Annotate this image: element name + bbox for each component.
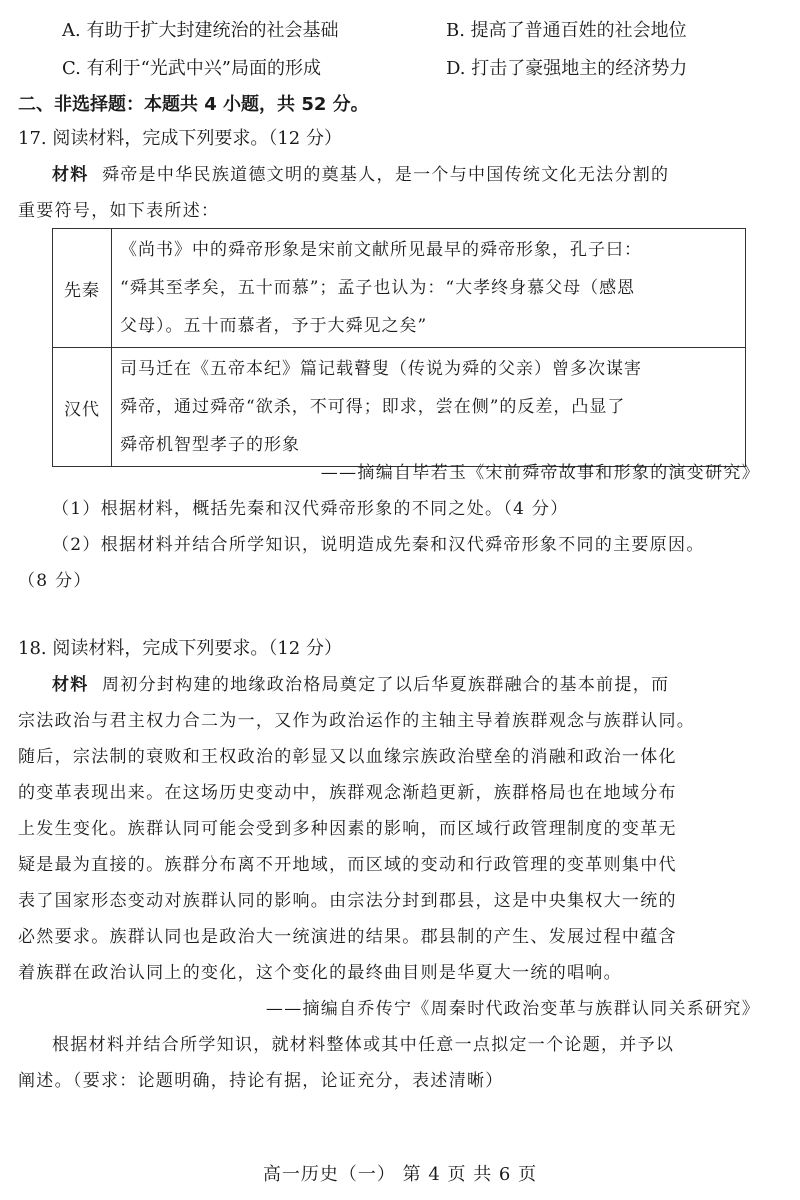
q18-material-label: 材料 [52,675,89,695]
q18-material-line: 着族群在政治认同上的变化，这个变化的最终曲目则是华夏大一统的唱响。 [18,963,622,983]
table-line: 舜帝，通过舜帝“欲杀，不可得；即求，尝在侧”的反差，凸显了 [120,397,626,417]
table-line: 父母）。五十而慕者，予于大舜见之矣” [120,316,428,336]
option-a: A. 有助于扩大封建统治的社会基础 [62,20,339,41]
page-footer: 高一历史（一） 第 4 页 共 6 页 [262,1164,538,1185]
q17-material-text-1: 舜帝是中华民族道德文明的奠基人，是一个与中国传统文化无法分割的 [102,165,670,185]
table-era-cell: 汉代 [53,348,112,467]
q18-material-line: 的变革表现出来。在这场历史变动中，族群观念渐趋更新，族群格局也在地域分布 [18,783,677,803]
q18-task-line-1: 根据材料并结合所学知识，就材料整体或其中任意一点拟定一个论题，并予以 [52,1035,675,1055]
table-line: 司马迁在《五帝本纪》篇记载瞽叟（传说为舜的父亲）曾多次谋害 [120,359,642,379]
section-heading: 二、非选择题：本题共 4 小题，共 52 分。 [18,94,369,115]
table-line: 《尚书》中的舜帝形象是宋前文献所见最早的舜帝形象，孔子曰： [120,240,642,260]
table-row [53,229,746,348]
q18-material-line: 上发生变化。族群认同可能会受到多种因素的影响，而区域行政管理制度的变革无 [18,819,677,839]
q18-material-line: 表了国家形态变动对族群认同的影响。由宗法分封到郡县，这是中央集权大一统的 [18,891,677,911]
table-row [53,348,746,467]
q17-subquestion-2-line-2: （8 分） [18,571,92,591]
q17-material-label: 材料 [52,165,89,185]
table-era-cell: 先秦 [53,229,112,348]
table-content-cell [112,348,746,467]
q18-material-line: 必然要求。族群认同也是政治大一统演进的结果。郡县制的产生、发展过程中蕴含 [18,927,677,947]
q18-source: ——摘编自乔传宁《周秦时代政治变革与族群认同关系研究》 [265,999,760,1019]
q17-subquestion-1: （1）根据材料，概括先秦和汉代舜帝形象的不同之处。（4 分） [52,499,569,519]
q17-material-line-2: 重要符号，如下表所述： [18,201,220,221]
q18-title: 18. 阅读材料，完成下列要求。（12 分） [18,638,342,659]
q18-material-line: 随后，宗法制的衰败和王权政治的彰显又以血缘宗族政治壁垒的消融和政治一体化 [18,747,677,767]
q18-material-line: 宗法政治与君主权力合二为一，又作为政治运作的主轴主导着族群观念与族群认同。 [18,711,696,731]
table-line: 舜帝机智型孝子的形象 [120,435,300,455]
option-b: B. 提高了普通百姓的社会地位 [446,20,687,41]
q17-subquestion-2-line-1: （2）根据材料并结合所学知识，说明造成先秦和汉代舜帝形象不同的主要原因。 [52,535,705,555]
q18-material-line: 疑是最为直接的。族群分布离不开地域，而区域的变动和行政管理的变革则集中代 [18,855,677,875]
q18-task-line-2: 阐述。（要求：论题明确，持论有据，论证充分，表述清晰） [18,1071,504,1091]
q17-material-line-1 [52,160,669,185]
option-d: D. 打击了豪强地主的经济势力 [446,58,688,79]
q17-table [52,228,746,467]
q18-material-text-1: 周初分封构建的地缘政治格局奠定了以后华夏族群融合的基本前提，而 [102,675,670,695]
option-c: C. 有利于“光武中兴”局面的形成 [62,58,321,79]
q17-source: ——摘编自毕若玉《宋前舜帝故事和形象的演变研究》 [320,463,760,483]
table-content-cell [112,229,746,348]
q17-title: 17. 阅读材料，完成下列要求。（12 分） [18,128,342,149]
table-line: “舜其至孝矣，五十而慕”；孟子也认为：“大孝终身慕父母（感恩 [120,278,636,298]
q18-material-line-1 [52,670,669,695]
